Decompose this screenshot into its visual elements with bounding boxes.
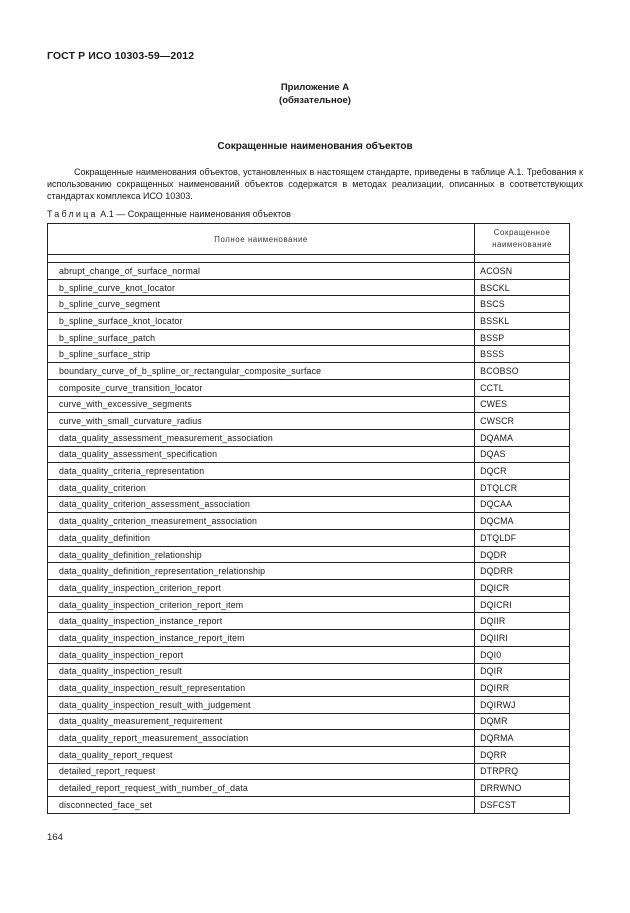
- short-name-cell: ACOSN: [475, 263, 570, 280]
- short-name-cell: BSSKL: [475, 313, 570, 330]
- table-row: [48, 463, 570, 480]
- table-row: [48, 446, 570, 463]
- short-name-cell: DQRMA: [475, 730, 570, 747]
- table-row: [48, 680, 570, 697]
- full-name-cell: composite_curve_transition_locator: [48, 379, 475, 396]
- table-spacer-row: [48, 255, 570, 263]
- short-name-cell: DSFCST: [475, 797, 570, 814]
- short-name-cell: DQCR: [475, 463, 570, 480]
- short-name-cell: DQAS: [475, 446, 570, 463]
- table-row: [48, 596, 570, 613]
- annex-title: Приложение А: [280, 82, 350, 93]
- full-name-cell: data_quality_report_measurement_association: [48, 730, 475, 747]
- short-name-cell: DQICR: [475, 580, 570, 597]
- table-row: [48, 797, 570, 814]
- table-row: [48, 763, 570, 780]
- full-name-cell: data_quality_measurement_requirement: [48, 713, 475, 730]
- full-name-cell: b_spline_surface_strip: [48, 346, 475, 363]
- short-name-cell: BSCKL: [475, 279, 570, 296]
- short-name-cell: DQIRWJ: [475, 696, 570, 713]
- short-name-cell: DTQLCR: [475, 479, 570, 496]
- table-row: [48, 263, 570, 280]
- table-row: [48, 379, 570, 396]
- table-body: [48, 255, 570, 814]
- full-name-cell: data_quality_assessment_measurement_association: [48, 429, 475, 446]
- short-name-cell: DQDRR: [475, 563, 570, 580]
- full-name-cell: data_quality_criterion: [48, 479, 475, 496]
- short-name-cell: DRRWNO: [475, 780, 570, 797]
- short-name-cell: DQIIRI: [475, 630, 570, 647]
- full-name-cell: data_quality_inspection_result_with_judgement: [48, 696, 475, 713]
- short-name-cell: DQMR: [475, 713, 570, 730]
- full-name-cell: data_quality_definition_representation_relationship: [48, 563, 475, 580]
- short-name-cell: DTQLDF: [475, 530, 570, 547]
- column-header-short-name: [475, 224, 570, 255]
- document-header: ГОСТ Р ИСО 10303-59—2012: [47, 50, 195, 62]
- full-name-cell: data_quality_criterion_assessment_association: [48, 496, 475, 513]
- table-row: [48, 580, 570, 597]
- full-name-cell: disconnected_face_set: [48, 797, 475, 814]
- table-row: [48, 730, 570, 747]
- full-name-cell: data_quality_definition_relationship: [48, 546, 475, 563]
- column-header-short-line2: наименование: [492, 240, 553, 249]
- full-name-cell: abrupt_change_of_surface_normal: [48, 263, 475, 280]
- full-name-cell: b_spline_curve_segment: [48, 296, 475, 313]
- table-row: [48, 496, 570, 513]
- full-name-cell: boundary_curve_of_b_spline_or_rectangular_composite_surface: [48, 363, 475, 380]
- short-name-cell: BSCS: [475, 296, 570, 313]
- table-spacer-cell: [475, 255, 570, 263]
- short-name-cell: BCOBSO: [475, 363, 570, 380]
- table-row: [48, 313, 570, 330]
- short-name-cell: DQIRR: [475, 680, 570, 697]
- table-row: [48, 329, 570, 346]
- full-name-cell: detailed_report_request: [48, 763, 475, 780]
- full-name-cell: b_spline_surface_patch: [48, 329, 475, 346]
- table-row: [48, 630, 570, 647]
- full-name-cell: curve_with_excessive_segments: [48, 396, 475, 413]
- column-header-full-name: Полное наименование: [48, 224, 475, 255]
- short-name-cell: DQRR: [475, 746, 570, 763]
- table-row: [48, 746, 570, 763]
- table-row: [48, 429, 570, 446]
- table-spacer-cell: [48, 255, 475, 263]
- full-name-cell: data_quality_criteria_representation: [48, 463, 475, 480]
- table-caption: [47, 209, 291, 219]
- table-row: [48, 479, 570, 496]
- table-row: [48, 363, 570, 380]
- table-row: [48, 413, 570, 430]
- short-name-cell: DQCMA: [475, 513, 570, 530]
- full-name-cell: data_quality_inspection_instance_report: [48, 613, 475, 630]
- full-name-cell: data_quality_inspection_criterion_report: [48, 580, 475, 597]
- column-header-short-line1: Сокращенное: [493, 228, 551, 237]
- full-name-cell: curve_with_small_curvature_radius: [48, 413, 475, 430]
- table-row: [48, 546, 570, 563]
- table-row: [48, 296, 570, 313]
- full-name-cell: data_quality_report_request: [48, 746, 475, 763]
- full-name-cell: detailed_report_request_with_number_of_data: [48, 780, 475, 797]
- table-row: [48, 646, 570, 663]
- full-name-cell: b_spline_curve_knot_locator: [48, 279, 475, 296]
- full-name-cell: data_quality_definition: [48, 530, 475, 547]
- short-name-cell: DQICRI: [475, 596, 570, 613]
- short-name-cell: DQIIR: [475, 613, 570, 630]
- full-name-cell: data_quality_criterion_measurement_association: [48, 513, 475, 530]
- short-name-cell: DQIR: [475, 663, 570, 680]
- full-name-cell: data_quality_assessment_specification: [48, 446, 475, 463]
- full-name-cell: b_spline_surface_knot_locator: [48, 313, 475, 330]
- table-caption-label: Таблица: [47, 209, 98, 219]
- table-row: [48, 696, 570, 713]
- abbreviations-table: [47, 223, 570, 814]
- table-caption-text: А.1 — Сокращенные наименования объектов: [97, 209, 291, 219]
- short-name-cell: DQDR: [475, 546, 570, 563]
- full-name-cell: data_quality_inspection_instance_report_item: [48, 630, 475, 647]
- table-header-row: [48, 224, 570, 255]
- full-name-cell: data_quality_inspection_criterion_report_item: [48, 596, 475, 613]
- table-row: [48, 530, 570, 547]
- table-row: [48, 346, 570, 363]
- table-row: [48, 396, 570, 413]
- annex-status: (обязательное): [279, 95, 351, 106]
- short-name-cell: DTRPRQ: [475, 763, 570, 780]
- table-row: [48, 279, 570, 296]
- short-name-cell: BSSP: [475, 329, 570, 346]
- short-name-cell: DQCAA: [475, 496, 570, 513]
- short-name-cell: DQI0: [475, 646, 570, 663]
- table-row: [48, 663, 570, 680]
- intro-text: Сокращенные наименования объектов, установленных в настоящем стандарте, приведены в таблице А.1. Требования к использованию сокращенных наименований объектов содержатся в методах реализации, описанных в соответствующих стандартах комплекса ИСО 10303.: [47, 167, 583, 201]
- full-name-cell: data_quality_inspection_report: [48, 646, 475, 663]
- table-row: [48, 613, 570, 630]
- short-name-cell: CWES: [475, 396, 570, 413]
- section-title: Сокращенные наименования объектов: [217, 141, 413, 152]
- full-name-cell: data_quality_inspection_result: [48, 663, 475, 680]
- table-row: [48, 780, 570, 797]
- table-row: [48, 513, 570, 530]
- intro-paragraph: [47, 166, 583, 202]
- table-row: [48, 563, 570, 580]
- short-name-cell: CWSCR: [475, 413, 570, 430]
- short-name-cell: BSSS: [475, 346, 570, 363]
- page-number: 164: [47, 832, 63, 843]
- full-name-cell: data_quality_inspection_result_representation: [48, 680, 475, 697]
- table-row: [48, 713, 570, 730]
- short-name-cell: CCTL: [475, 379, 570, 396]
- short-name-cell: DQAMA: [475, 429, 570, 446]
